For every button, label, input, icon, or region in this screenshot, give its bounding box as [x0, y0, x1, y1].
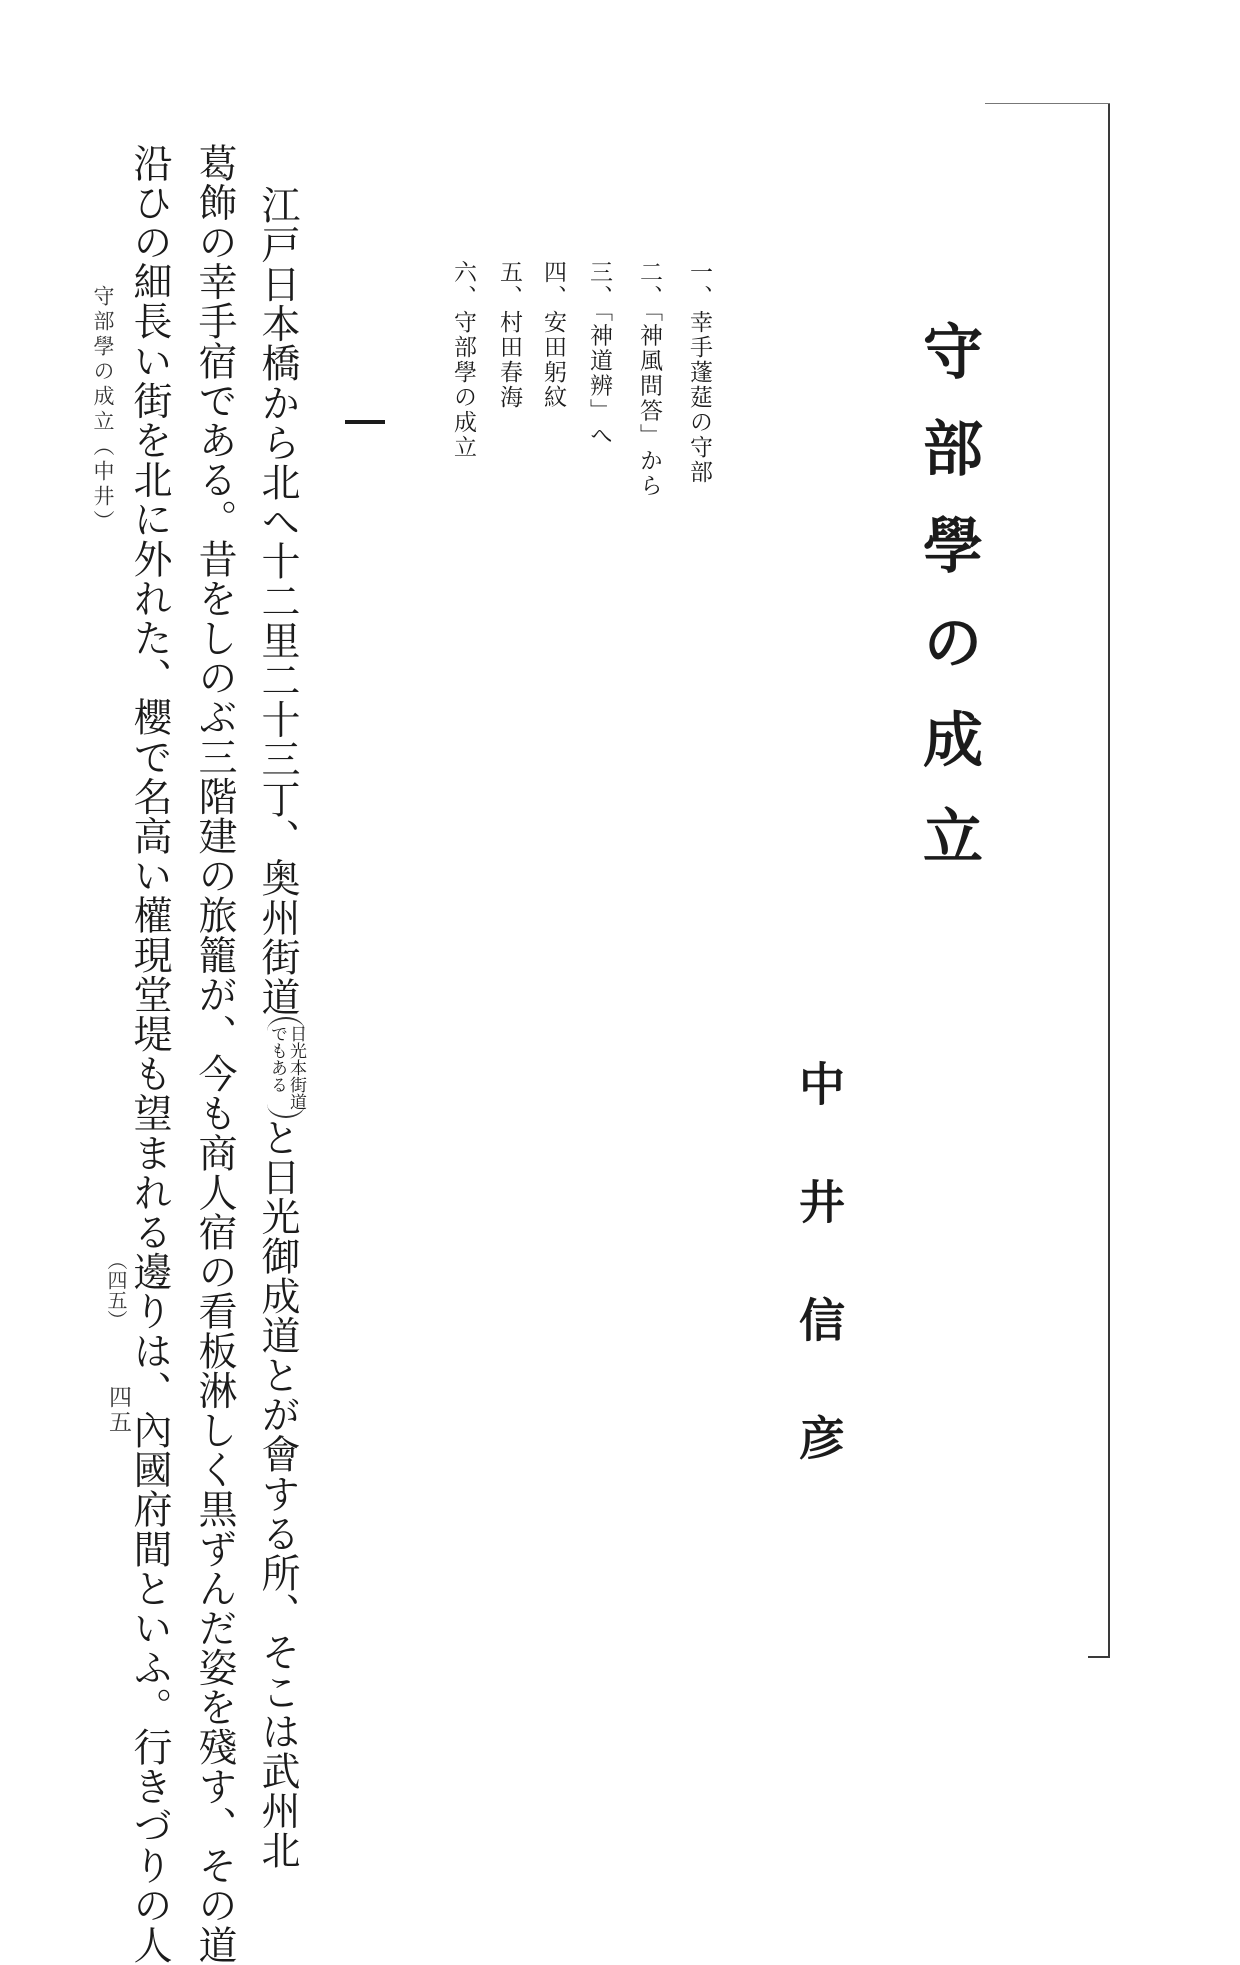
body-column-1-text-b: と日光御成道とが會する所、そこは武州北	[255, 1117, 300, 1871]
inline-note	[267, 1017, 305, 1118]
toc-item-4: 四、安田躬紋	[540, 260, 566, 410]
running-title: 守部學の成立（中井）	[91, 285, 115, 535]
toc-item-6: 六、守部學の成立	[450, 260, 476, 460]
page-number: 四五	[105, 1385, 131, 1435]
inline-note-line-1: 日光本街道	[286, 1024, 306, 1110]
article-author: 中井信彦	[792, 1060, 846, 1532]
section-number	[345, 420, 385, 424]
page-number-parenthetical: （四五）	[104, 1250, 128, 1330]
inline-note-line-2: でもある	[267, 1024, 287, 1093]
toc-item-3: 三、「神道辨」へ	[586, 260, 612, 449]
toc-item-2: 二、「神風問答」から	[636, 260, 662, 499]
frame-rule-bottom	[1088, 1656, 1110, 1658]
body-column-2: 葛飾の幸手宿である。昔をしのぶ三階建の旅籠が、今も商人宿の看板淋しく黒ずんだ姿を殘す、その道	[192, 143, 237, 1965]
body-column-3: 沿ひの細長い街を北に外れた、櫻で名高い權現堂堤も望まれる邊りは、內國府間といふ。行きづりの人	[127, 143, 172, 1965]
toc-item-5: 五、村田春海	[496, 260, 522, 410]
body-column-1-text-a: 江戸日本橋から北へ十二里二十三丁、奥州街道	[255, 185, 300, 1017]
frame-rule-vertical	[1108, 103, 1110, 1658]
toc-item-1: 一、幸手蓬莚の守部	[686, 260, 712, 485]
frame-rule-top	[985, 103, 1110, 104]
section-number-text	[345, 420, 346, 421]
body-column-1	[255, 185, 306, 1871]
article-title: 守部學の成立	[913, 320, 983, 902]
